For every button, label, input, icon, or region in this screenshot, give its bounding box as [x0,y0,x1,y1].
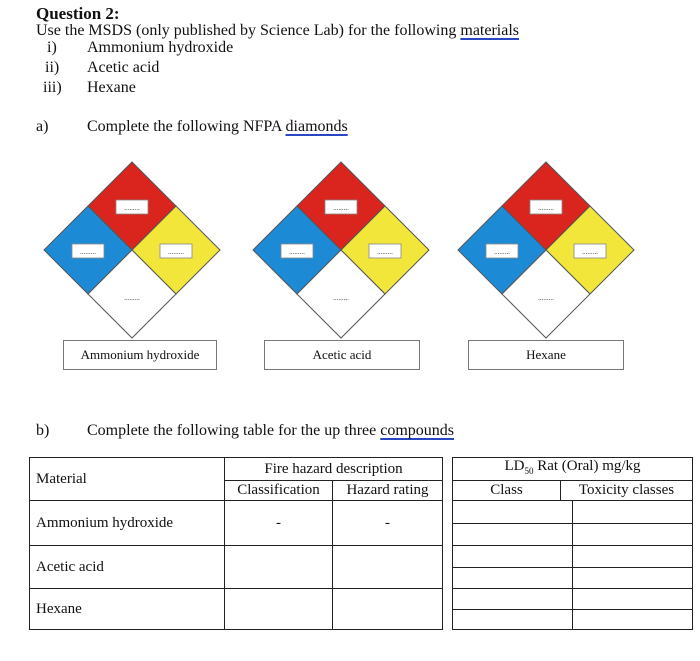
special-blank[interactable]: ......... [333,294,349,302]
ld50-cell[interactable] [453,501,693,546]
hazard-rating-cell[interactable] [333,546,443,589]
diamond-label-hexane: Hexane [468,340,624,370]
health-blank: ......... [494,248,510,256]
special-blank[interactable]: ......... [124,294,140,302]
materials-link[interactable]: materials [460,22,520,39]
toxicity-classes-header: Toxicity classes [561,481,693,501]
list-item-hexane: Hexane [87,79,136,96]
hazard-rating-cell[interactable] [333,589,443,630]
part-b-text: Complete the following table for the up three [87,422,377,439]
ld50-prefix: LD [504,458,525,474]
part-a-label: a) [36,118,49,135]
compounds-link[interactable]: compounds [380,422,455,439]
part-a-instruction [87,118,348,136]
nfpa-diamonds [0,150,700,350]
classification-cell[interactable] [225,546,333,589]
toxicity-cell-b[interactable] [573,568,692,589]
toxicity-cell-b[interactable] [573,610,692,630]
column-gap [443,458,453,630]
reactivity-blank: ......... [377,248,393,256]
part-a-text: Complete the following NFPA [87,118,282,135]
classification-cell[interactable]: - [225,501,333,546]
material-cell: Hexane [30,589,225,630]
list-item-acetic-acid: Acetic acid [87,59,160,76]
health-blank: ......... [289,248,305,256]
question-title: Question 2: [36,4,120,23]
table-row [30,501,693,546]
reactivity-blank: ......... [168,248,184,256]
class-cell-b[interactable] [453,568,573,589]
list-item-ammonium-hydroxide: Ammonium hydroxide [87,39,234,56]
class-cell-a[interactable] [453,546,573,567]
ld50-subscript: 50 [524,466,534,476]
reactivity-blank: ......... [582,248,598,256]
table-row [30,589,693,630]
hazard-rating-cell[interactable]: - [333,501,443,546]
list-number-1: i) [47,39,57,56]
ld50-suffix: Rat (Oral) mg/kg [533,458,641,474]
ld50-cell[interactable] [453,546,693,589]
fire-hazard-header: Fire hazard description [225,458,443,481]
list-number-3: iii) [43,79,62,96]
question-intro [36,22,519,40]
toxicity-cell-a[interactable] [573,546,692,567]
class-cell-a[interactable] [453,501,573,523]
flammability-blank: ......... [538,204,554,212]
classification-cell[interactable] [225,589,333,630]
table-row [30,546,693,589]
class-header: Class [453,481,561,501]
ld50-header [453,458,693,481]
part-b-label: b) [36,422,50,439]
flammability-blank: ......... [333,204,349,212]
class-cell-b[interactable] [453,524,573,546]
diamond-label-ammonium-hydroxide: Ammonium hydroxide [63,340,217,370]
nfpa-diamond-1 [44,162,220,338]
toxicity-cell-b[interactable] [573,524,692,546]
ld50-cell[interactable] [453,589,693,630]
health-blank: ......... [80,248,96,256]
diamond-label-acetic-acid: Acetic acid [264,340,420,370]
classification-header: Classification [225,481,333,501]
flammability-blank: ......... [124,204,140,212]
nfpa-diamond-2 [253,162,429,338]
special-blank[interactable]: ......... [538,294,554,302]
material-cell: Acetic acid [30,546,225,589]
part-b-instruction [87,422,454,440]
material-cell: Ammonium hydroxide [30,501,225,546]
hazard-table [29,457,693,630]
toxicity-cell-a[interactable] [573,589,692,609]
material-header: Material [30,458,225,501]
hazard-rating-header: Hazard rating [333,481,443,501]
list-number-2: ii) [45,59,60,76]
class-cell-b[interactable] [453,610,573,630]
intro-text: Use the MSDS (only published by Science Lab) for the following [36,22,457,39]
class-cell-a[interactable] [453,589,573,609]
nfpa-diamond-3 [458,162,634,338]
diamonds-link[interactable]: diamonds [285,118,348,135]
toxicity-cell-a[interactable] [573,501,692,523]
